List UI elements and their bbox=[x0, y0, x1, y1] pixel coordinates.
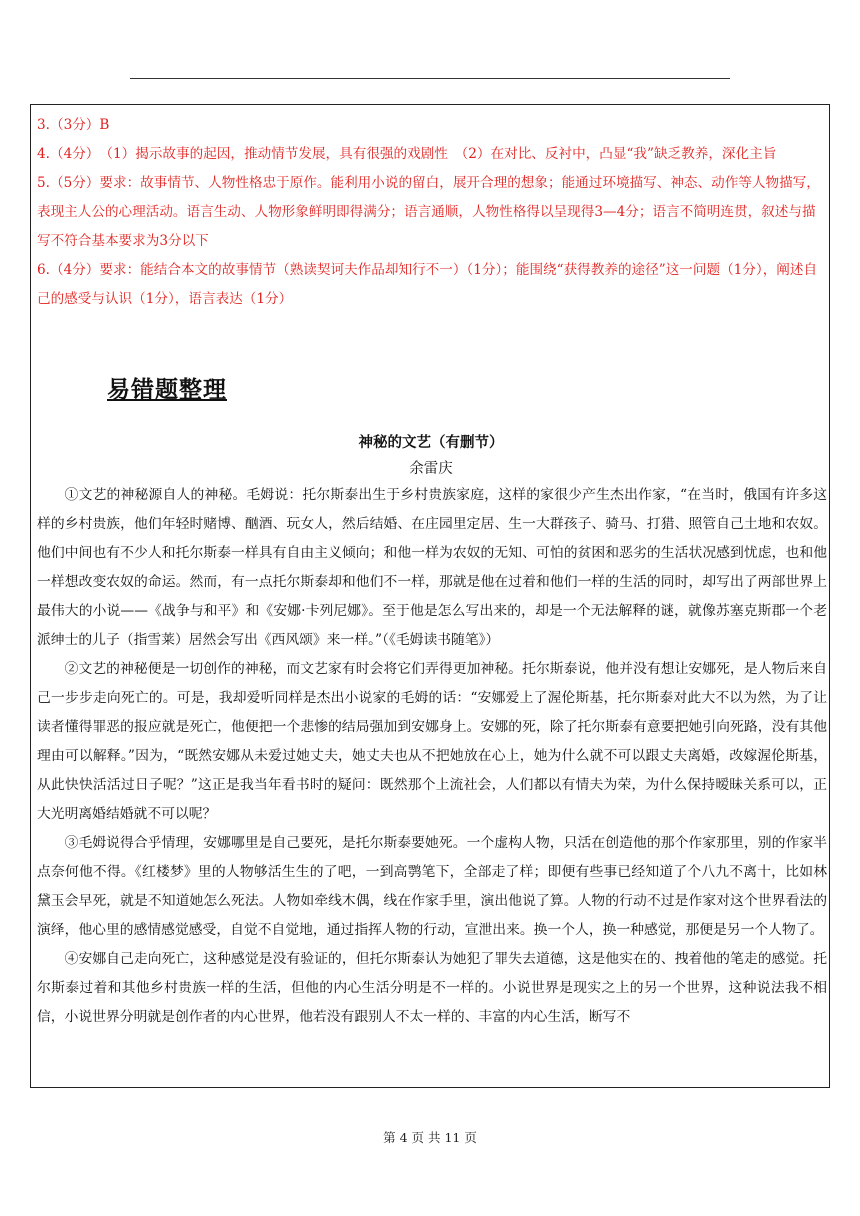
paragraph: ④安娜自己走向死亡，这种感觉是没有验证的，但托尔斯泰认为她犯了罪失去道德，这是他实在的、拽着他的笔走的感觉。托尔斯泰过着和其他乡村贵族一样的生活，但他的内心生活分明是不一样的。小说世界是现实之上的另一个世界，这种说法我不相信，小说世界分明就是创作者的内心世界，他若没有跟别人不太一样的、丰富的内心生活，断写不 bbox=[37, 951, 827, 1025]
page-footer: 第 4 页 共 11 页 bbox=[383, 1130, 477, 1145]
answer-item: 5.（5分）要求：故事情节、人物性格忠于原作。能利用小说的留白，展开合理的想象；能通过环境描写、神态、动作等人物描写，表现主人公的心理活动。语言生动、人物形象鲜明即得满分；语言通顺，人物性格得以呈现得3—4分；语言不简明连贯，叙述与描写不符合基本要求为3分以下 bbox=[37, 175, 820, 249]
answer-item: 4.（4分） （1）揭示故事的起因，推动情节发展，具有很强的戏剧性 （2）在对比、反衬中，凸显“我”缺乏教养，深化主旨 bbox=[37, 146, 777, 162]
content-frame bbox=[30, 104, 830, 1088]
article-author: 余雷庆 bbox=[409, 461, 453, 477]
paragraph: ②文艺的神秘便是一切创作的神秘，而文艺家有时会将它们弄得更加神秘。托尔斯泰说，他并没有想让安娜死，是人物后来自己一步步走向死亡的。可是，我却爱听同样是杰出小说家的毛姆的话：“安娜爱上了渥伦斯基，托尔斯泰对此大不以为然，为了让读者懂得罪恶的报应就是死亡，他便把一个悲惨的结局强加到安娜身上。安娜的死，除了托尔斯泰有意要把她引向死路，没有其他理由可以解释。”因为，“既然安娜从未爱过她丈夫，她丈夫也从不把她放在心上，她为什么就不可以跟丈夫离婚，改嫁渥伦斯基，从此快快活活过日子呢？”这正是我当年看书时的疑问：既然那个上流社会，人们都以有情夫为荣，为什么保持暧昧关系可以，正大光明离婚结婚就不可以呢？ bbox=[37, 661, 827, 822]
paragraph: ③毛姆说得合乎情理，安娜哪里是自己要死，是托尔斯泰要她死。一个虚构人物，只活在创造他的那个作家那里，别的作家半点奈何他不得。《红楼梦》里的人物够活生生的了吧，一到高鹗笔下，全部走了样；即便有些事已经知道了个八九不离十，比如林黛玉会早死，就是不知道她怎么死法。人物如牵线木偶，线在作家手里，演出他说了算。人物的行动不过是作家对这个世界看法的演绎，他心里的感情感觉感受，自觉不自觉地，通过指挥人物的行动，宣泄出来。换一个人，换一种感觉，那便是另一个人物了。 bbox=[37, 835, 827, 938]
answer-key bbox=[37, 111, 825, 314]
answer-item: 6.（4分）要求：能结合本文的故事情节（熟读契诃夫作品却知行不一）（1分）；能围绕“获得教养的途径”这一问题（1分），阐述自己的感受与认识（1分），语言表达（1分） bbox=[37, 262, 818, 307]
section-title: 易错题整理 bbox=[107, 377, 227, 403]
article-title: 神秘的文艺（有删节） bbox=[358, 434, 504, 451]
answer-item: 3.（3分）B bbox=[37, 117, 110, 133]
header-rule bbox=[130, 78, 730, 79]
paragraph: ①文艺的神秘源自人的神秘。毛姆说：托尔斯泰出生于乡村贵族家庭，这样的家很少产生杰出作家，“在当时，俄国有许多这样的乡村贵族，他们年轻时赌博、酗酒、玩女人，然后结婚、在庄园里定居、生一大群孩子、骑马、打猎、照管自己土地和农奴。他们中间也有不少人和托尔斯泰一样具有自由主义倾向；和他一样为农奴的无知、可怕的贫困和恶劣的生活状况感到忧虑，也和他一样想改变农奴的命运。然而，有一点托尔斯泰却和他们不一样，那就是他在过着和他们一样的生活的同时，却写出了两部世界上最伟大的小说——《战争与和平》和《安娜·卡列尼娜》。至于他是怎么写出来的，却是一个无法解释的谜，就像苏塞克斯郡一个老派绅士的儿子（指雪莱）居然会写出《西风颂》来一样。”（《毛姆读书随笔》） bbox=[37, 487, 827, 648]
article-body bbox=[37, 481, 827, 1032]
